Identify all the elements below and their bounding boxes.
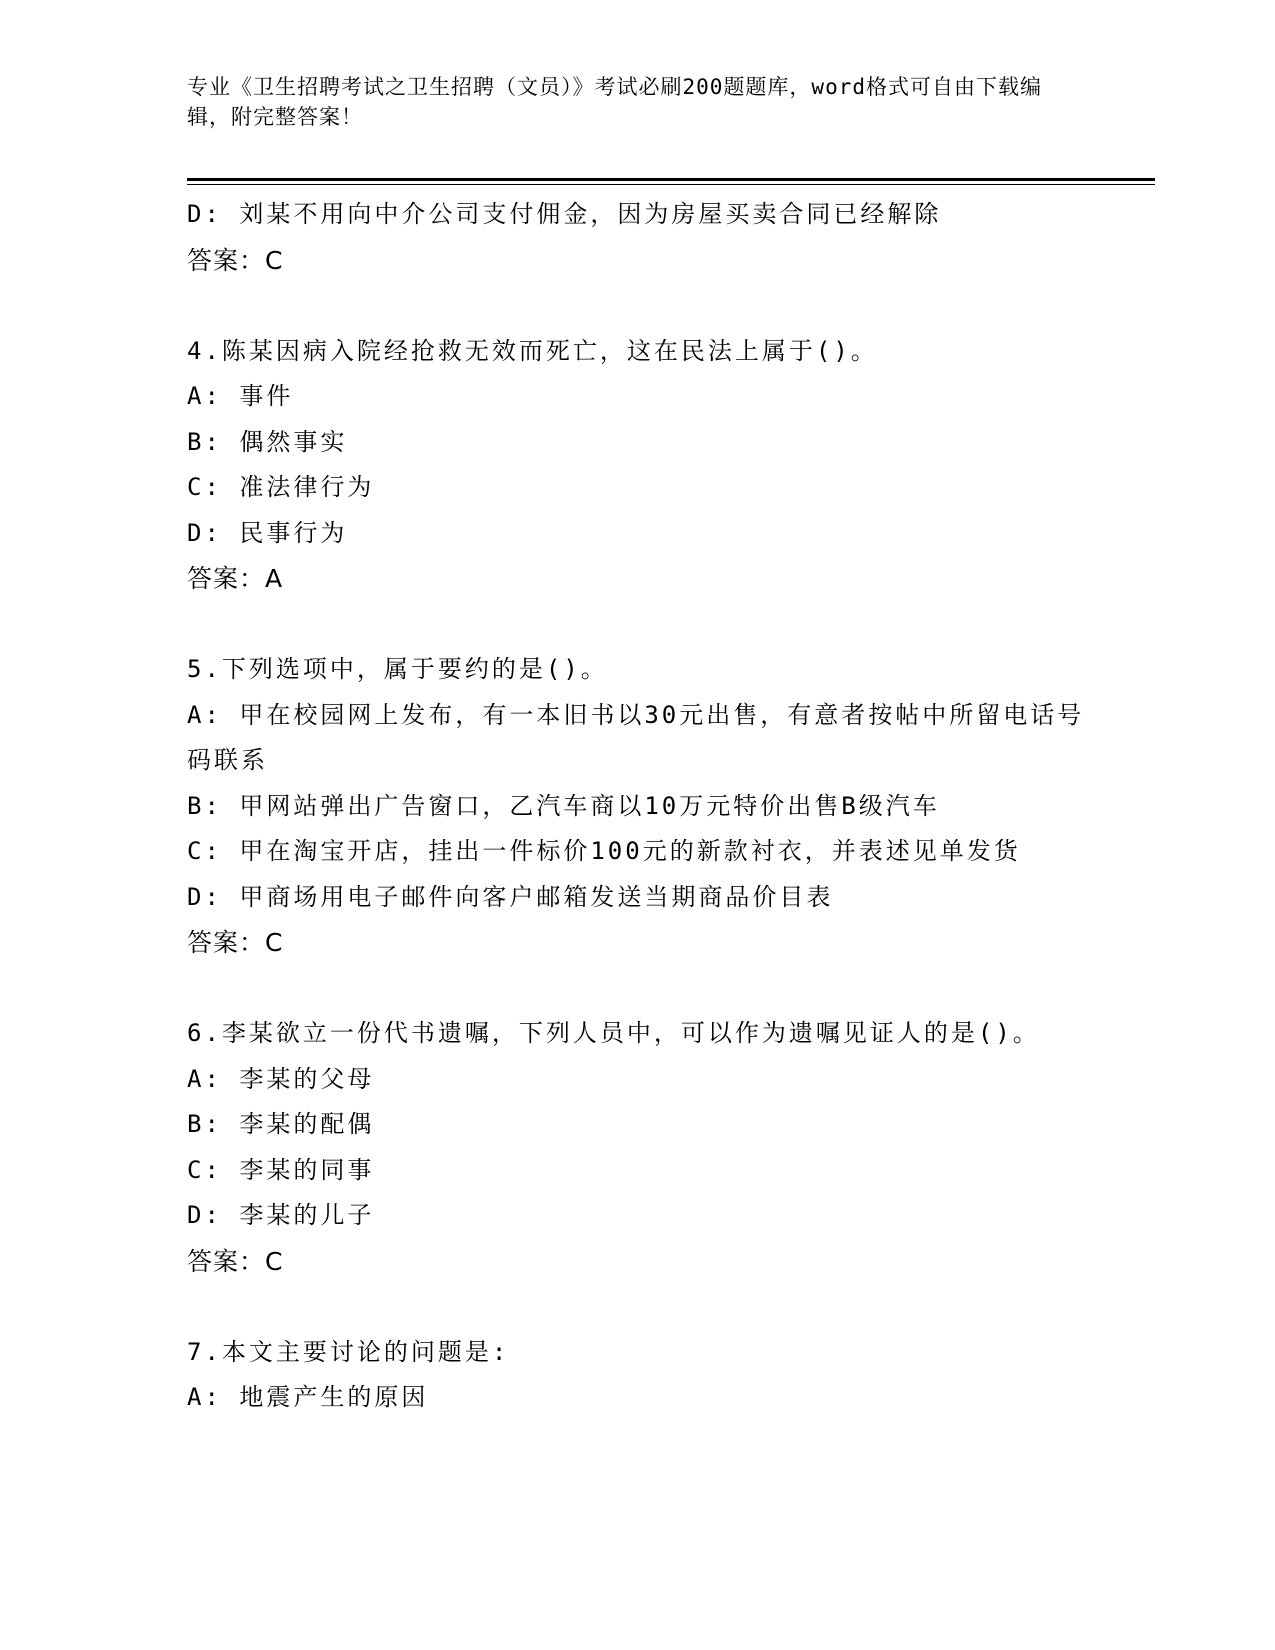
question-content [187,192,1087,1421]
answer: 答案：A [187,564,284,593]
spacer [187,602,1087,648]
option-a: A: 地震产生的原因 [187,1383,429,1411]
option-d: D: 民事行为 [187,518,348,547]
option-a: A: 李某的父母 [187,1064,375,1093]
page-header: 专业《卫生招聘考试之卫生招聘（文员）》考试必刷200题题库，word格式可自由下载编辑，附完整答案！ [187,75,1042,129]
answer: 答案：C [187,928,284,957]
option-c: C: 准法律行为 [187,473,375,501]
option-a: A: 事件 [187,382,294,410]
option-c: C: 李某的同事 [187,1155,375,1184]
option-d: D: 刘某不用向中介公司支付佣金，因为房屋买卖合同已经解除 [187,200,942,228]
option-a: A: 甲在校园网上发布，有一本旧书以30元出售，有意者按帖中所留电话号码联系 [187,700,1085,774]
option-d: D: 李某的儿子 [187,1201,375,1229]
question-5: 5.下列选项中，属于要约的是()。 [187,655,608,683]
option-b: B: 李某的配偶 [187,1110,375,1138]
option-d: D: 甲商场用电子邮件向客户邮箱发送当期商品价目表 [187,882,834,911]
option-b: B: 偶然事实 [187,427,348,456]
header-divider-thin [187,184,1155,185]
option-b: B: 甲网站弹出广告窗口，乙汽车商以10万元特价出售B级汽车 [187,791,940,820]
answer: 答案：C [187,245,284,275]
option-c: C: 甲在淘宝开店，挂出一件标价100元的新款衬衣，并表述见单发货 [187,837,1021,865]
spacer [187,283,1087,329]
spacer [187,1284,1087,1330]
question-6: 6.李某欲立一份代书遗嘱，下列人员中，可以作为遗嘱见证人的是()。 [187,1019,1040,1047]
question-7: 7.本文主要讨论的问题是: [187,1337,510,1366]
question-4: 4.陈某因病入院经抢救无效而死亡，这在民法上属于()。 [187,336,878,365]
answer: 答案：C [187,1246,284,1276]
header-divider-thick [187,178,1155,181]
spacer [187,966,1087,1012]
